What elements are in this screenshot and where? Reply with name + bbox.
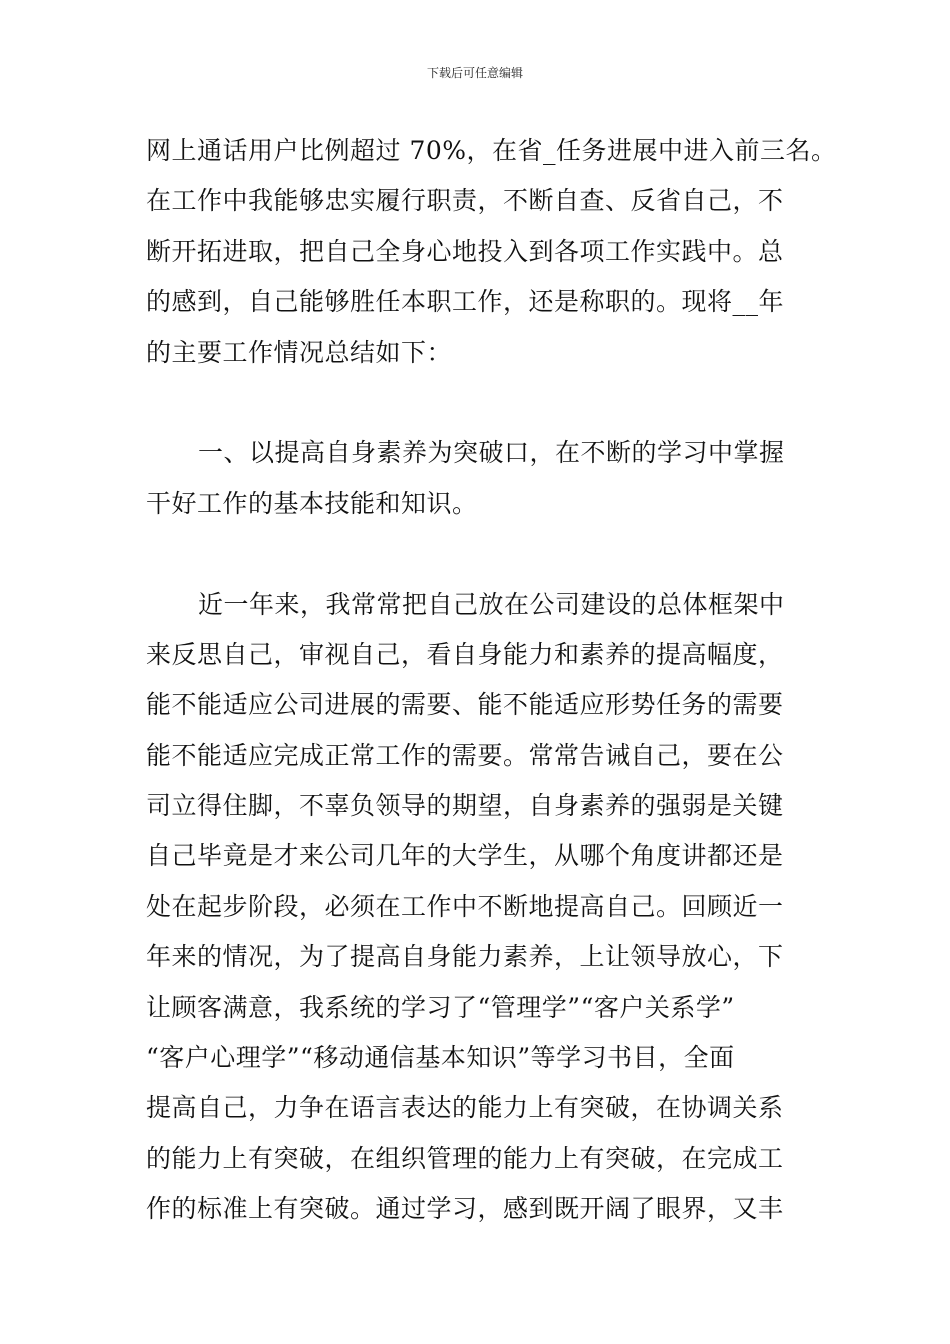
text-line: 处在起步阶段，必须在工作中不断地提高自己。回顾近一 bbox=[146, 891, 784, 921]
text-line: 的能力上有突破，在组织管理的能力上有突破，在完成工 bbox=[146, 1143, 784, 1173]
text-line: 在工作中我能够忠实履行职责，不断自查、反省自己，不 bbox=[146, 186, 784, 216]
document-body bbox=[146, 126, 837, 1235]
text-line: 断开拓进取，把自己全身心地投入到各项工作实践中。总 bbox=[146, 236, 784, 266]
paragraph-spacer bbox=[146, 378, 816, 428]
text-line: 的感到，自己能够胜任本职工作，还是称职的。现将__年 bbox=[146, 287, 785, 317]
text-line: 年来的情况，为了提高自身能力素养，上让领导放心，下 bbox=[146, 942, 784, 972]
paragraph-spacer bbox=[146, 529, 816, 579]
text-line: 近一年来，我常常把自己放在公司建设的总体框架中 bbox=[198, 589, 785, 619]
text-line: 能不能适应完成正常工作的需要。常常告诫自己，要在公 bbox=[146, 740, 784, 770]
text-line: “客户心理学”“移动通信基本知识”等学习书目，全面 bbox=[146, 1043, 735, 1073]
text-line: 提高自己，力争在语言表达的能力上有突破，在协调关系 bbox=[146, 1093, 784, 1123]
section-heading-one bbox=[146, 428, 816, 529]
text-line: 让顾客满意，我系统的学习了“管理学”“客户关系学” bbox=[146, 992, 735, 1022]
text-line: 干好工作的基本技能和知识。 bbox=[146, 488, 478, 518]
paragraph-intro bbox=[146, 126, 837, 378]
text-line: 自己毕竟是才来公司几年的大学生，从哪个角度讲都还是 bbox=[146, 841, 784, 871]
text-line: 作的标准上有突破。通过学习，感到既开阔了眼界，又丰 bbox=[146, 1194, 784, 1224]
text-line: 来反思自己，审视自己，看自身能力和素养的提高幅度， bbox=[146, 639, 784, 669]
page-header-note: 下载后可任意编辑 bbox=[426, 66, 523, 80]
paragraph-body bbox=[146, 580, 816, 1235]
text-line: 一、以提高自身素养为突破口，在不断的学习中掌握 bbox=[198, 438, 785, 468]
text-line: 网上通话用户比例超过 70%，在省_任务进展中进入前三名。 bbox=[146, 136, 837, 165]
text-line: 司立得住脚，不辜负领导的期望，自身素养的强弱是关键 bbox=[146, 791, 784, 821]
text-line: 的主要工作情况总结如下： bbox=[146, 337, 453, 367]
text-line: 能不能适应公司进展的需要、能不能适应形势任务的需要 bbox=[146, 690, 784, 720]
